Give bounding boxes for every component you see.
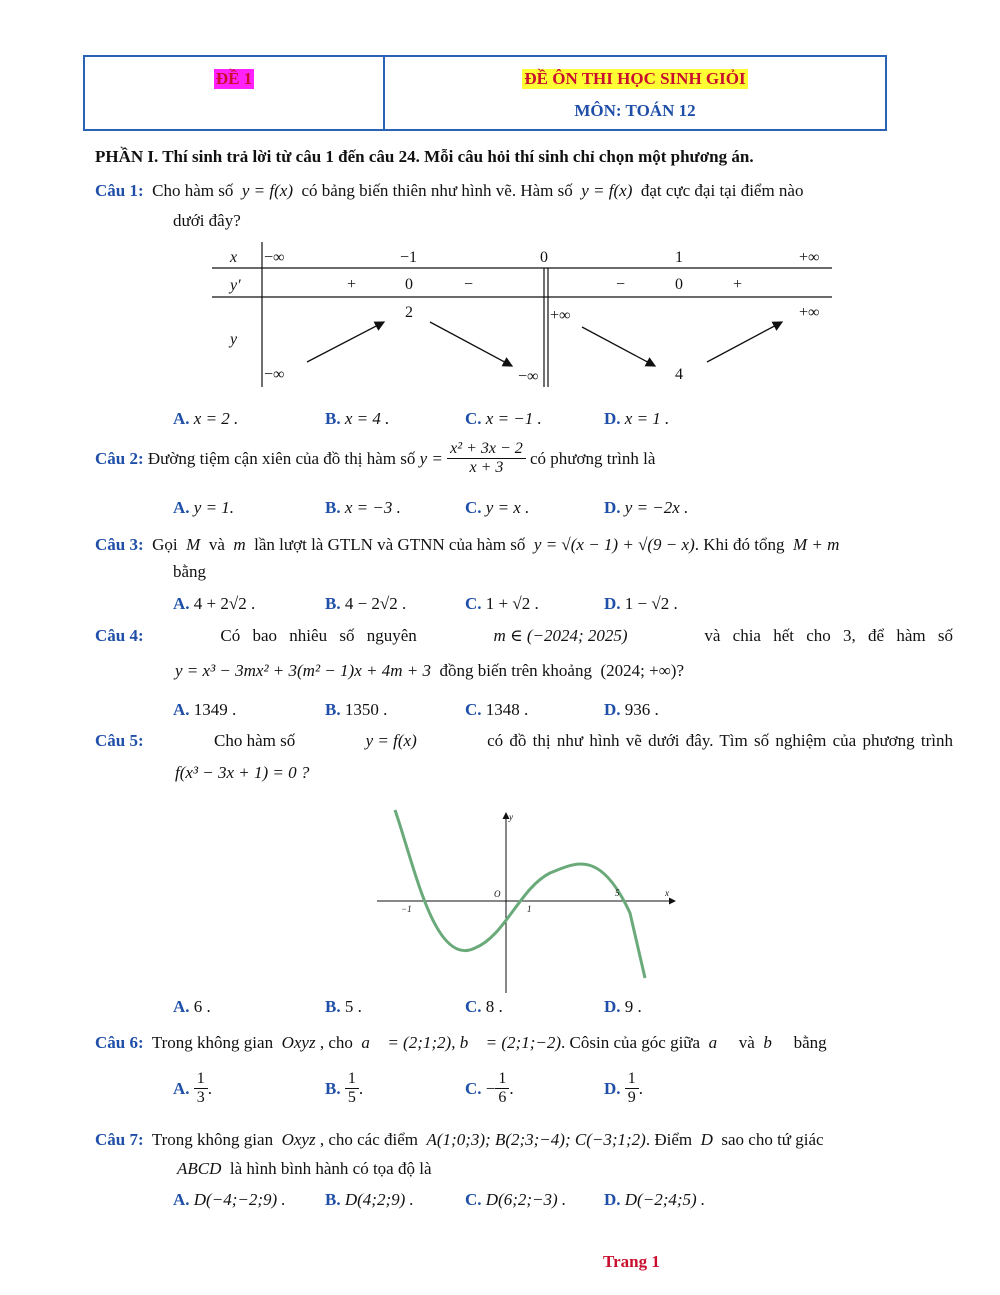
option-letter: A. (173, 700, 190, 719)
q3-expr: M + m (792, 535, 840, 554)
question-4-label: Câu 4: (95, 626, 144, 645)
option-text: D(4;2;9) . (344, 1190, 414, 1209)
q4-option-b[interactable] (325, 700, 387, 720)
option-text: x = 1 . (624, 409, 670, 428)
q4-option-d[interactable] (604, 700, 659, 720)
question-7-line1 (95, 1130, 824, 1150)
option-text: x = −1 . (485, 409, 542, 428)
q1-option-d[interactable] (604, 409, 669, 429)
option-letter: D. (604, 594, 621, 613)
vt-row-y: y (230, 331, 238, 348)
option-letter: D. (604, 498, 621, 517)
q3-var: M (186, 535, 201, 554)
q6-expr: b⃗ (763, 1033, 786, 1052)
q2-option-a[interactable] (173, 498, 234, 518)
q6-option-c[interactable]: C. − $\frac{1}{6}$ . (465, 1070, 514, 1107)
fraction-num: 1 (495, 1070, 509, 1089)
option-fraction (625, 1070, 639, 1108)
option-letter: D. (604, 1078, 621, 1098)
question-1-label: Câu 1: (95, 181, 144, 200)
option-letter: A. (173, 1078, 190, 1098)
exam-subject: MÔN: TOÁN 12 (574, 101, 696, 120)
option-text: x = −3 . (344, 498, 401, 517)
q1-expr: y = f(x) (581, 181, 633, 200)
option-text: y = x . (485, 498, 530, 517)
option-text: 1348 . (485, 700, 529, 719)
q3-option-c[interactable] (465, 594, 539, 614)
option-letter: A. (173, 1190, 190, 1209)
function-graph (375, 808, 685, 993)
option-text: 1349 . (193, 700, 237, 719)
q2-text: có phương trình là (530, 448, 656, 468)
q6-expr: a⃗ = (2;1;2), b⃗ = (2;1;−2) (361, 1033, 562, 1052)
question-3-line1 (95, 535, 839, 555)
q7-expr: D (700, 1130, 713, 1149)
option-text: 5 . (344, 997, 362, 1016)
q3-var: m (233, 535, 246, 554)
vt-sign: 0 (405, 276, 413, 293)
vt-y-value: +∞ (799, 304, 820, 321)
option-letter: D. (604, 997, 621, 1016)
tick-label: −1 (401, 904, 412, 914)
vt-y-value: 2 (405, 304, 413, 321)
q1-text: có bảng biến thiên như hình vẽ. Hàm số (301, 181, 573, 200)
q7-option-d[interactable] (604, 1190, 705, 1210)
vt-row-x: x (230, 249, 238, 266)
vt-x-value: 1 (675, 249, 683, 266)
q7-text: , cho các điểm (319, 1130, 418, 1149)
q6-text: . Côsin của góc giữa (561, 1033, 701, 1052)
variation-table (212, 242, 832, 387)
option-text: D(−4;−2;9) . (193, 1190, 286, 1209)
option-text: D(−2;4;5) . (624, 1190, 706, 1209)
q4-option-c[interactable] (465, 700, 528, 720)
option-text: 936 . (624, 700, 659, 719)
q1-option-a[interactable] (173, 409, 238, 429)
option-text: 1 − √2 . (624, 594, 678, 613)
option-text: 4 + 2√2 . (193, 594, 256, 613)
axis-label-x: x (665, 888, 669, 898)
q2-lhs: y = (419, 448, 443, 468)
q4-text: và chia hết cho 3, để hàm số (704, 626, 953, 645)
option-letter: A. (173, 997, 190, 1016)
option-letter: B. (325, 498, 341, 517)
option-letter: D. (604, 1190, 621, 1209)
question-6-label: Câu 6: (95, 1033, 144, 1052)
q2-option-c[interactable] (465, 498, 529, 518)
q1-option-b[interactable] (325, 409, 389, 429)
q2-numerator: x² + 3x − 2 (447, 440, 526, 459)
q3-option-a[interactable] (173, 594, 255, 614)
option-letter: D. (604, 409, 621, 428)
question-4-line1 (95, 626, 953, 646)
exam-title: ĐỀ ÔN THI HỌC SINH GIỎI (524, 69, 746, 88)
option-letter: B. (325, 997, 341, 1016)
option-text: y = 1. (193, 498, 235, 517)
option-letter: C. (465, 700, 482, 719)
fraction-den: 6 (498, 1089, 507, 1107)
q2-denominator: x + 3 (469, 459, 504, 477)
option-letter: B. (325, 1078, 341, 1098)
vt-x-value: −1 (400, 249, 418, 266)
question-7-label: Câu 7: (95, 1130, 144, 1149)
q5-text: có đồ thị như hình vẽ dưới đây. Tìm số nghiệm của phương trình (487, 731, 953, 750)
question-1-line1 (95, 181, 803, 201)
option-letter: A. (173, 594, 190, 613)
q4-text: Có bao nhiêu số nguyên (220, 626, 417, 645)
q7-expr: A(1;0;3); B(2;3;−4); C(−3;1;2) (426, 1130, 646, 1149)
option-letter: C. (465, 498, 482, 517)
vt-x-value: −∞ (264, 249, 285, 266)
option-letter: C. (465, 409, 482, 428)
q4-text: đồng biến trên khoảng (439, 661, 592, 680)
fraction-num: 1 (345, 1070, 359, 1089)
q3-text: . Khi đó tổng (694, 535, 785, 554)
fraction-den: 9 (627, 1089, 636, 1107)
exam-code: ĐỀ 1 (215, 69, 253, 88)
q6-option-b[interactable]: B. $\frac{1}{5}$ . (325, 1070, 364, 1107)
option-letter: B. (325, 409, 341, 428)
vt-sign: − (464, 276, 474, 293)
vt-sign: 0 (675, 276, 683, 293)
q6-text: và (738, 1033, 755, 1052)
vt-y-value: 4 (675, 366, 683, 383)
option-letter: A. (173, 409, 190, 428)
q7-expr: ABCD (177, 1159, 222, 1178)
q4-option-a[interactable] (173, 700, 236, 720)
origin-label: O (494, 889, 501, 899)
option-letter: C. (465, 1078, 482, 1098)
q1-expr: y = f(x) (241, 181, 293, 200)
vt-sign: + (733, 276, 743, 293)
fraction-den: 5 (347, 1089, 356, 1107)
option-letter: B. (325, 700, 341, 719)
option-fraction (194, 1070, 208, 1108)
option-letter: C. (465, 594, 482, 613)
fraction-num: 1 (625, 1070, 639, 1089)
vt-y-value: +∞ (550, 307, 571, 324)
exam-title-cell (385, 57, 885, 129)
vt-y-value: −∞ (518, 368, 539, 385)
q5-option-d[interactable] (604, 997, 642, 1017)
q7-option-b[interactable] (325, 1190, 414, 1210)
q5-text: Cho hàm số (214, 731, 296, 750)
q6-option-a[interactable]: A. $\frac{1}{3}$ . (173, 1070, 213, 1107)
q6-expr: a⃗ (708, 1033, 731, 1052)
q3-text: Gọi (152, 535, 178, 554)
q5-option-b[interactable] (325, 997, 362, 1017)
vt-y-value: −∞ (264, 366, 285, 383)
tick-label: 5 (615, 888, 620, 898)
function-curve (395, 810, 645, 978)
question-4-line2 (175, 661, 684, 681)
option-text: x = 4 . (344, 409, 390, 428)
part1-heading: PHẦN I. Thí sinh trả lời từ câu 1 đến câu 24. Mỗi câu hỏi thí sinh chỉ chọn một phương án. (95, 147, 754, 166)
question-2-label: Câu 2: (95, 448, 144, 468)
q4-text: ? (676, 661, 685, 680)
vt-x-value: +∞ (799, 249, 820, 266)
option-text: 1 + √2 . (485, 594, 539, 613)
option-text: 9 . (624, 997, 642, 1016)
q7-option-a[interactable] (173, 1190, 286, 1210)
axis-label-y: y (509, 812, 513, 822)
exam-code-cell (85, 57, 385, 129)
tick-label: 1 (527, 904, 532, 914)
option-letter: C. (465, 997, 482, 1016)
q2-fraction (447, 440, 526, 478)
vt-sign: − (616, 276, 626, 293)
q5-option-a[interactable] (173, 997, 211, 1017)
option-sign: − (485, 1078, 496, 1098)
option-text: 4 − 2√2 . (344, 594, 407, 613)
q6-text: Trong không gian (151, 1033, 274, 1052)
option-letter: C. (465, 1190, 482, 1209)
q1-text: Cho hàm số (152, 181, 234, 200)
option-text: 6 . (193, 997, 211, 1016)
option-letter: D. (604, 700, 621, 719)
q1-text-line2: dưới đây? (173, 211, 241, 230)
q5-expr: f(x³ − 3x + 1) = 0 ? (175, 763, 310, 782)
question-2-line1 (95, 440, 655, 478)
q3-text: lần lượt là GTLN và GTNN của hàm số (254, 535, 526, 554)
q3-expr: y = √(x − 1) + √(9 − x) (533, 535, 695, 554)
question-5-label: Câu 5: (95, 731, 144, 750)
q5-option-c[interactable] (465, 997, 503, 1017)
q1-option-c[interactable] (465, 409, 542, 429)
q4-expr: m ∈ (−2024; 2025) (493, 626, 628, 645)
q3-text-line2: bằng (173, 562, 207, 581)
q7-text: là hình bình hành có tọa độ là (229, 1159, 432, 1178)
q7-expr: Oxyz (281, 1130, 316, 1149)
question-3-label: Câu 3: (95, 535, 144, 554)
option-letter: B. (325, 1190, 341, 1209)
option-fraction (495, 1070, 509, 1108)
q2-option-b[interactable] (325, 498, 401, 518)
fraction-num: 1 (194, 1070, 208, 1089)
vt-x-value: 0 (540, 249, 548, 266)
q3-text: và (208, 535, 225, 554)
q7-text: Trong không gian (151, 1130, 274, 1149)
q2-option-d[interactable] (604, 498, 688, 518)
option-letter: B. (325, 594, 341, 613)
q3-option-b[interactable] (325, 594, 406, 614)
vt-row-yprime: y′ (230, 277, 241, 294)
q6-text: bằng (793, 1033, 827, 1052)
q3-option-d[interactable] (604, 594, 678, 614)
q2-text: Đường tiệm cận xiên của đồ thị hàm số (147, 448, 416, 468)
question-7-line2 (177, 1159, 431, 1179)
vt-sign: + (347, 276, 357, 293)
q4-expr: (2024; +∞) (600, 661, 677, 680)
question-5-line2 (175, 763, 309, 783)
question-5-line1 (95, 731, 953, 751)
q4-expr: y = x³ − 3mx² + 3(m² − 1)x + 4m + 3 (175, 661, 431, 680)
q6-option-d[interactable]: D. $\frac{1}{9}$ . (604, 1070, 644, 1107)
q5-expr: y = f(x) (365, 731, 417, 750)
option-text: y = −2x . (624, 498, 689, 517)
exam-header (83, 55, 887, 131)
option-text: 8 . (485, 997, 503, 1016)
q6-text: , cho (319, 1033, 353, 1052)
option-text: x = 2 . (193, 409, 239, 428)
question-6-line1 (95, 1033, 827, 1053)
option-letter: A. (173, 498, 190, 517)
q7-option-c[interactable] (465, 1190, 566, 1210)
q7-text: sao cho tứ giác (721, 1130, 824, 1149)
q6-expr: Oxyz (281, 1033, 316, 1052)
page-number: Trang 1 (603, 1252, 660, 1271)
option-text: 1350 . (344, 700, 388, 719)
fraction-den: 3 (196, 1089, 205, 1107)
q7-text: . Điểm (645, 1130, 693, 1149)
q1-text: đạt cực đại tại điểm nào (640, 181, 804, 200)
option-fraction (345, 1070, 359, 1108)
option-text: D(6;2;−3) . (485, 1190, 567, 1209)
